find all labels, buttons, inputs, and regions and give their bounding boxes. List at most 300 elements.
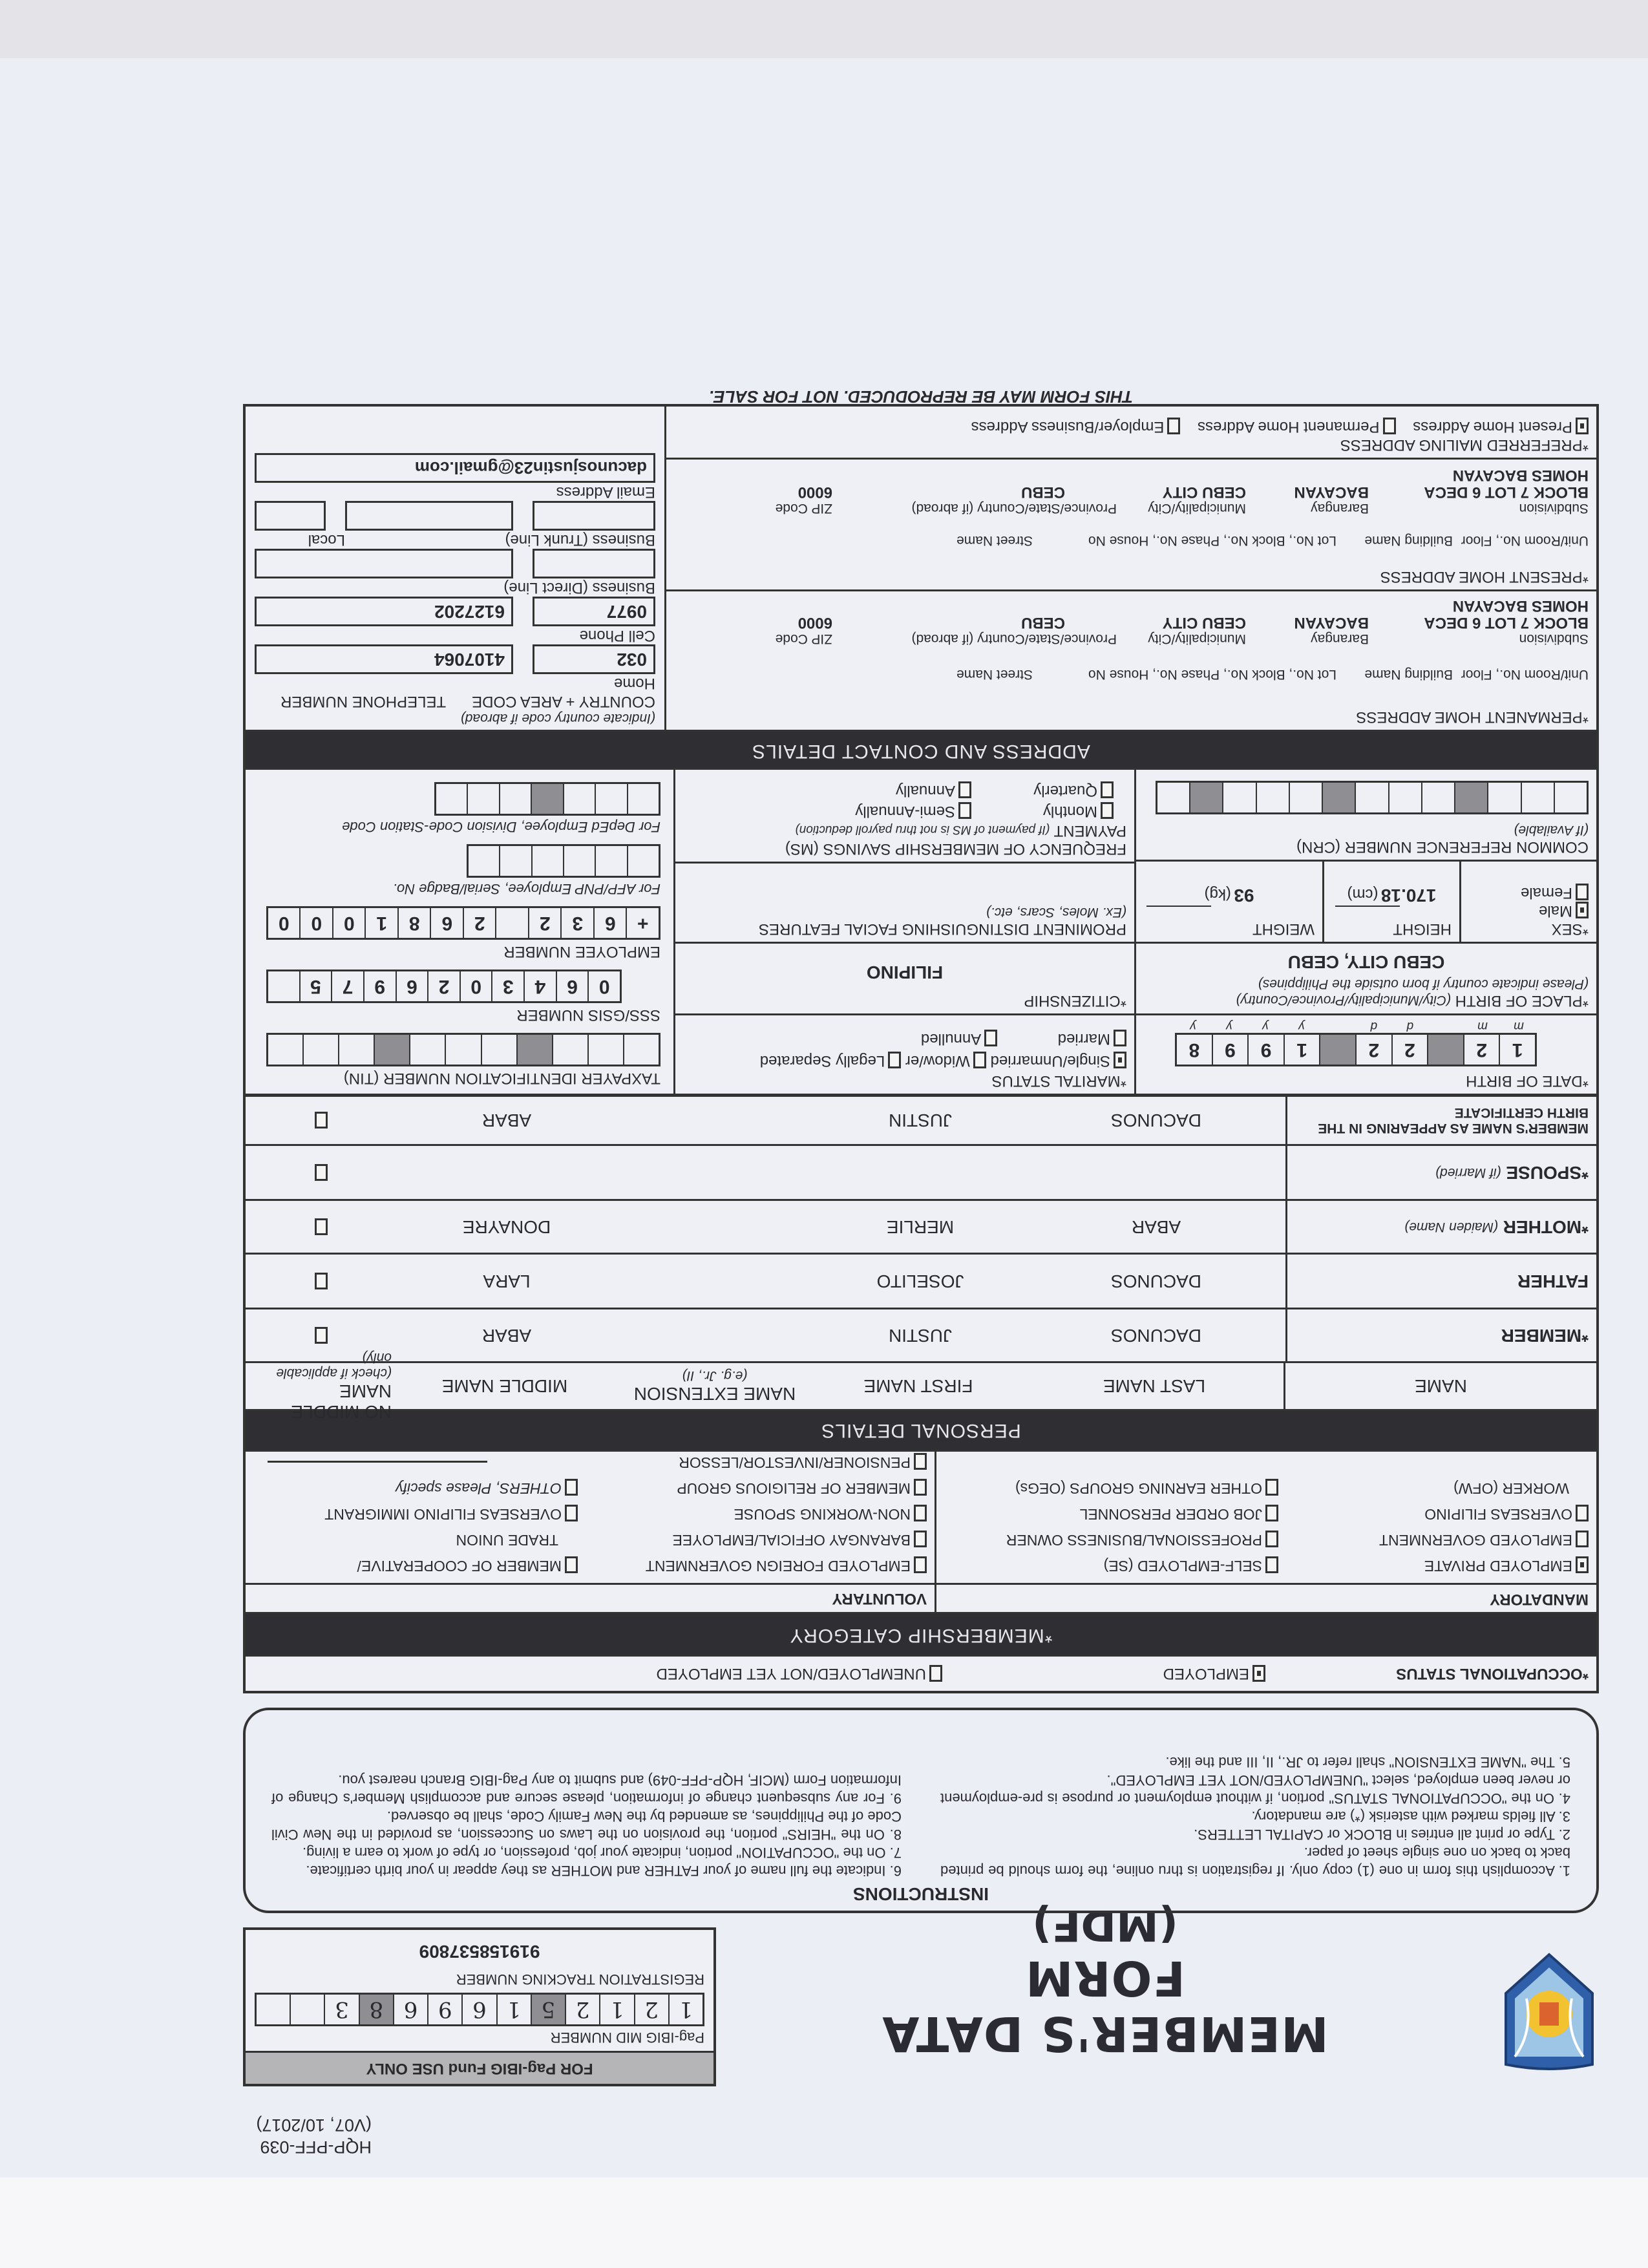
cat-ofi[interactable]	[253, 1501, 578, 1527]
checkbox-icon[interactable]	[984, 1030, 997, 1046]
digit-box[interactable]: 5	[531, 1995, 565, 2024]
checkbox-icon[interactable]	[315, 1164, 328, 1181]
height-value[interactable]: 170.18	[1380, 885, 1437, 906]
checkbox-icon[interactable]	[888, 1052, 901, 1068]
marital-separated[interactable]	[760, 1052, 901, 1070]
checkbox-icon[interactable]	[1576, 1531, 1589, 1547]
checkbox-icon[interactable]	[1265, 1505, 1278, 1521]
digit-box[interactable]: 3	[561, 908, 594, 938]
digit-box[interactable]	[496, 908, 529, 938]
digit-box[interactable]: 2	[463, 908, 496, 938]
marital-married[interactable]	[1058, 1030, 1126, 1048]
cat-others[interactable]	[253, 1476, 578, 1501]
personal-info-col-2	[673, 770, 1134, 1094]
freq-monthly[interactable]	[971, 801, 1114, 821]
home-area-code-field[interactable]: 032	[533, 644, 655, 674]
lot-label: Lot No., Block No., Phase No., House No	[1088, 533, 1336, 548]
option-label: Monthly	[1042, 803, 1097, 820]
option-employed[interactable]	[950, 1661, 1273, 1687]
digit-box[interactable]	[1427, 1035, 1463, 1065]
digit-box[interactable]: 5	[299, 971, 332, 1001]
pob-value[interactable]: CEBU CITY, CEBU	[1287, 952, 1445, 972]
local-field[interactable]	[255, 501, 326, 531]
cat-label: PROFESSIONAL/BUSINESS OWNER	[1006, 1532, 1262, 1549]
option-label: Employer/Business Address	[971, 418, 1165, 436]
instruction-item: 9. For any subsequent change of information, please secure and accomplish Member's Change of Information Form (MCIF, HQP-PFF-049) and submit to any Pag-IBIG Branch nearest you.	[271, 1772, 902, 1807]
mandatory-col-a	[1286, 1452, 1596, 1583]
option-unemployed[interactable]	[649, 1661, 950, 1687]
first-name-value[interactable]: JUSTIN	[889, 1326, 952, 1346]
digit-box[interactable]	[257, 1995, 290, 2024]
digit-box[interactable]	[499, 846, 531, 876]
contact-headers	[255, 692, 655, 710]
checkbox-icon[interactable]	[565, 1505, 578, 1521]
digit-box[interactable]: 2	[1391, 1035, 1428, 1065]
digit-box[interactable]	[623, 1035, 659, 1065]
present-address-labels	[666, 520, 1596, 589]
digit-box[interactable]	[1388, 783, 1421, 812]
digit-box[interactable]	[268, 1035, 302, 1065]
digit-box[interactable]: 0	[332, 908, 365, 938]
digit-box[interactable]: 6	[396, 971, 428, 1001]
address-col	[664, 407, 1596, 730]
permanent-address-data	[666, 589, 1596, 650]
marital-annulled[interactable]	[921, 1030, 997, 1048]
home-phone-row	[255, 644, 655, 674]
middle-name-value[interactable]: LARA	[483, 1271, 531, 1291]
mandatory-col-b	[935, 1452, 1286, 1583]
freq-quarterly[interactable]	[971, 780, 1114, 801]
barangay-value[interactable]: BACAYAN	[1294, 614, 1369, 631]
middle-name-value[interactable]	[394, 1146, 620, 1199]
deped-label: For DepEd Employee, Division Code-Station Code	[342, 819, 660, 835]
city-label: Municipality/City	[1148, 501, 1246, 516]
title-text: MEMBER'S DATA FORM	[882, 1950, 1329, 2061]
checkbox-icon[interactable]	[315, 1273, 328, 1289]
digit-box[interactable]: 1	[1499, 1035, 1535, 1065]
checkbox-icon[interactable]	[1101, 802, 1114, 819]
cat-barangay[interactable]	[593, 1527, 927, 1553]
option-label: Male	[1538, 902, 1572, 920]
business-direct-label: Business (Direct Line)	[503, 579, 655, 597]
cat-employed-government[interactable]	[1294, 1527, 1589, 1553]
digit-box[interactable]: 9	[1247, 1035, 1284, 1065]
cat-self-employed[interactable]	[944, 1553, 1278, 1579]
checkbox-icon[interactable]	[565, 1556, 578, 1573]
cat-label: SELF-EMPLOYED (SE)	[1103, 1558, 1262, 1574]
occupational-status-label: *OCCUPATIONAL STATUS	[1396, 1665, 1589, 1683]
digit-box[interactable]	[1256, 783, 1289, 812]
digit-box[interactable]: 4	[523, 971, 556, 1001]
no-middle-label: NO MIDDLE NAME	[291, 1381, 392, 1423]
business-trunk-code-field[interactable]	[533, 501, 655, 531]
digit-box[interactable]: 6	[556, 971, 588, 1001]
present-address-data	[666, 458, 1596, 520]
digit-box[interactable]: 0	[300, 908, 333, 938]
digit-box[interactable]: 3	[491, 971, 523, 1001]
digit-box[interactable]: 6	[393, 1995, 427, 2024]
sex-cell	[1459, 862, 1596, 942]
digit-box[interactable]: 2	[565, 1995, 599, 2024]
features-cell	[675, 862, 1134, 942]
pag-ibig-logo-icon	[1501, 1951, 1598, 2071]
business-direct-number-field[interactable]	[255, 549, 513, 578]
last-name-value[interactable]	[1027, 1146, 1285, 1199]
option-label: Annulled	[920, 1030, 982, 1048]
digit-box[interactable]	[445, 1035, 480, 1065]
checkbox-icon[interactable]	[1576, 884, 1589, 900]
rtn-label: REGISTRATION TRACKING NUMBER	[456, 1971, 704, 1987]
no-middle-checkbox[interactable]	[246, 1255, 394, 1308]
last-name-value[interactable]: ABAR	[1131, 1217, 1181, 1237]
digit-box[interactable]	[595, 784, 626, 814]
digit-box[interactable]	[1319, 1035, 1355, 1065]
name-ext-value[interactable]	[620, 1097, 814, 1144]
crn-field[interactable]	[1156, 781, 1589, 814]
weight-value[interactable]: 93	[1234, 885, 1254, 906]
digit-box[interactable]	[516, 1035, 552, 1065]
cat-cooperative[interactable]	[253, 1553, 578, 1579]
row-label: MEMBER'S NAME AS APPEARING IN THE BIRTH CERTIFICATE	[1285, 1097, 1596, 1144]
digit-box[interactable]	[436, 784, 467, 814]
digit-box[interactable]: +	[626, 908, 659, 938]
rtn-value: 919158537809	[419, 1942, 540, 1962]
digit-box[interactable]: 6	[430, 908, 463, 938]
checkbox-icon[interactable]	[958, 802, 971, 819]
digit-box[interactable]: 6	[461, 1995, 496, 2024]
freq-annually[interactable]	[816, 780, 971, 801]
digit-box[interactable]: 1	[599, 1995, 633, 2024]
frequency-cell	[675, 770, 1134, 862]
no-middle-checkbox[interactable]	[246, 1097, 394, 1144]
digit-box[interactable]	[595, 846, 626, 876]
middle-name-value[interactable]: ABAR	[481, 1326, 532, 1346]
digit-box[interactable]: 2	[1463, 1035, 1499, 1065]
digit-box[interactable]	[374, 1035, 409, 1065]
father-name-row	[246, 1253, 1596, 1308]
digit-box[interactable]	[587, 1035, 623, 1065]
digit-box[interactable]: 0	[460, 971, 492, 1001]
digit-box[interactable]	[531, 784, 562, 814]
cat-label: OVERSEAS FILIPINO IMMIGRANT	[324, 1506, 562, 1523]
digit-box[interactable]	[627, 846, 659, 876]
employee-number-field[interactable]	[266, 906, 660, 940]
voluntary-header: VOLUNTARY	[832, 1590, 927, 1607]
digit-box[interactable]: 1	[1284, 1035, 1320, 1065]
digit-box[interactable]	[627, 784, 659, 814]
area-code-header: COUNTRY + AREA CODE	[472, 693, 655, 710]
frequency-label-2: PAYMENT	[1053, 822, 1126, 840]
dob-format-char: y	[1262, 1019, 1269, 1033]
middle-name-value[interactable]: DONAYRE	[462, 1217, 551, 1237]
instruction-item: 3. All fields marked with asterisk (*) are mandatory.	[1251, 1808, 1570, 1825]
middle-name-value[interactable]: ABAR	[481, 1110, 532, 1131]
province-value[interactable]: CEBU	[1020, 614, 1065, 631]
pob-cell	[1136, 942, 1596, 1013]
tin-field[interactable]	[266, 1033, 660, 1066]
digit-box[interactable]	[1157, 783, 1189, 812]
cell-prefix-field[interactable]: 0977	[533, 597, 655, 626]
digit-box[interactable]: 3	[324, 1995, 358, 2024]
features-label: PROMINENT DISTINGUISHING FACIAL FEATURES	[759, 920, 1126, 938]
cat-foreign-gov[interactable]	[593, 1553, 927, 1579]
digit-box[interactable]: 8	[397, 908, 430, 938]
last-name-value[interactable]: DACUNOS	[1111, 1271, 1202, 1291]
checkbox-icon[interactable]	[1576, 1505, 1589, 1521]
crn-cell	[1136, 768, 1596, 860]
province-label: Province/State/Country (if abroad)	[911, 631, 1117, 646]
digit-box[interactable]	[268, 971, 299, 1001]
checkbox-checked-icon[interactable]	[1576, 902, 1589, 918]
digit-box[interactable]	[302, 1035, 338, 1065]
digit-box[interactable]	[1355, 783, 1388, 812]
sex-female-option[interactable]	[1469, 884, 1589, 902]
digit-box[interactable]	[290, 1995, 324, 2024]
business-direct-code-field[interactable]	[533, 549, 655, 578]
digit-box[interactable]: 9	[1212, 1035, 1248, 1065]
name-ext-value[interactable]	[620, 1255, 814, 1308]
checkbox-icon[interactable]	[315, 1112, 328, 1129]
checkbox-icon[interactable]	[315, 1218, 328, 1235]
zip-value[interactable]: 6000	[798, 614, 832, 631]
city-value[interactable]: CEBU CITY	[1162, 614, 1246, 631]
digit-box[interactable]: 6	[593, 908, 626, 938]
name-ext-header	[618, 1363, 812, 1409]
digit-box[interactable]: 2	[427, 971, 460, 1001]
dob-field[interactable]	[1175, 1033, 1537, 1066]
digit-box[interactable]	[1289, 783, 1322, 812]
preferred-permanent[interactable]	[1198, 418, 1395, 436]
digit-box[interactable]: 1	[496, 1995, 531, 2024]
digit-box[interactable]	[1322, 783, 1355, 812]
digit-box[interactable]	[1554, 783, 1587, 812]
row-label-hint: (Maiden Name)	[1404, 1220, 1498, 1235]
preferred-present[interactable]	[1413, 418, 1589, 436]
digit-box[interactable]	[1421, 783, 1454, 812]
marital-single[interactable]	[991, 1052, 1126, 1070]
digit-box[interactable]	[531, 846, 563, 876]
digit-box[interactable]	[467, 784, 498, 814]
reproduction-notice: THIS FORM MAY BE REPRODUCED. NOT FOR SALE.	[708, 387, 1134, 407]
no-middle-checkbox[interactable]	[246, 1309, 394, 1361]
address-values	[674, 597, 1589, 631]
fund-use-only-box	[243, 1927, 716, 2086]
no-middle-hint: (check if applicable only)	[276, 1350, 392, 1381]
preferred-employer[interactable]	[971, 418, 1181, 436]
digit-box[interactable]: 8	[359, 1995, 393, 2024]
checkbox-checked-icon[interactable]	[1576, 418, 1589, 434]
others-specify-line[interactable]	[268, 1461, 487, 1463]
first-name-value[interactable]: JUSTIN	[889, 1110, 952, 1131]
address-line2-labels	[674, 631, 1589, 646]
digit-box[interactable]: 9	[427, 1995, 461, 2024]
subtitle-text: (MDF)	[1032, 1900, 1178, 1950]
checkbox-icon[interactable]	[565, 1479, 578, 1496]
present-address-label: *PRESENT HOME ADDRESS	[1380, 568, 1589, 586]
sex-male-option[interactable]	[1469, 902, 1589, 920]
checkbox-icon[interactable]	[1101, 781, 1114, 798]
subdivision-value[interactable]: BLOCK 7 LOT 6 DECA HOMES BACAYAN	[1424, 597, 1589, 631]
first-name-value[interactable]: JOSELITO	[876, 1271, 964, 1291]
mandatory-header: MANDATORY	[935, 1585, 1596, 1612]
weight-cell	[1136, 862, 1322, 942]
checkbox-icon[interactable]	[1265, 1531, 1278, 1547]
marital-options	[683, 1028, 1126, 1072]
digit-box[interactable]: 1	[365, 908, 398, 938]
personal-info-block	[246, 768, 1596, 1094]
cat-professional[interactable]	[944, 1527, 1278, 1553]
mid-number-field[interactable]	[255, 1993, 704, 2026]
scan-margin-bottom	[0, 0, 1648, 58]
cat-religious[interactable]	[593, 1476, 927, 1501]
name-ext-value[interactable]	[620, 1309, 814, 1361]
digit-box[interactable]: 9	[363, 971, 396, 1001]
member-data-form	[243, 404, 1599, 1693]
digit-box[interactable]	[469, 846, 499, 876]
preferred-mailing-label: *PREFERRED MAILING ADDRESS	[1340, 436, 1589, 454]
digit-box[interactable]	[409, 1035, 445, 1065]
subdivision-label: Subdivision	[1519, 631, 1589, 646]
marital-widow[interactable]	[905, 1052, 986, 1070]
cat-non-working-spouse[interactable]	[593, 1501, 927, 1527]
employee-number-label: EMPLOYEE NUMBER	[503, 943, 660, 960]
cat-oeg[interactable]	[944, 1476, 1278, 1501]
home-number-field[interactable]: 4107064	[255, 644, 513, 674]
address-block	[246, 407, 1596, 730]
digit-box[interactable]	[1487, 783, 1520, 812]
no-middle-checkbox[interactable]	[246, 1201, 394, 1253]
cat-label-continued: WORKER (OFW)	[1453, 1480, 1569, 1497]
citizenship-value[interactable]: FILIPINO	[866, 962, 944, 982]
name-ext-value[interactable]	[620, 1201, 814, 1253]
digit-box[interactable]	[563, 784, 595, 814]
telephone-header: TELEPHONE NUMBER	[280, 693, 447, 710]
digit-box[interactable]: 8	[1188, 1039, 1200, 1061]
digit-box[interactable]	[552, 1035, 587, 1065]
cat-employed-private[interactable]	[1294, 1553, 1589, 1579]
checkbox-icon[interactable]	[929, 1665, 942, 1682]
digit-box[interactable]	[1189, 783, 1222, 812]
preferred-mailing-cell	[666, 409, 1596, 458]
address-values	[674, 467, 1589, 500]
checkbox-icon[interactable]	[914, 1505, 927, 1521]
sex-label: *SEX	[1551, 920, 1589, 938]
checkbox-checked-icon[interactable]	[1576, 1556, 1589, 1573]
digit-box[interactable]: 2	[528, 908, 561, 938]
no-middle-checkbox[interactable]	[246, 1146, 394, 1199]
mandatory-voluntary-header	[246, 1583, 1596, 1612]
no-middle-header	[246, 1350, 392, 1423]
cell-number-field[interactable]: 6127202	[255, 597, 513, 626]
instruction-item: 8. On the "HEIRS" portion, the provision on the Laws on Succession, as provided in the New Civil Code of the Philippines, as amended by the New Family Code, shall be observed.	[271, 1808, 902, 1843]
zip-value[interactable]: 6000	[798, 483, 832, 501]
checkbox-checked-icon[interactable]	[1114, 1052, 1126, 1068]
digit-box[interactable]	[481, 1035, 516, 1065]
digit-box[interactable]: 2	[1355, 1035, 1391, 1065]
row-label: *SPOUSE	[1506, 1163, 1589, 1183]
digit-box[interactable]	[499, 784, 531, 814]
cat-ofw[interactable]	[1294, 1501, 1589, 1527]
city-value[interactable]: CEBU CITY	[1162, 483, 1246, 501]
frequency-label: FREQUENCY OF MEMBERSHIP SAVINGS (MS)	[785, 840, 1126, 858]
checkbox-icon[interactable]	[914, 1556, 927, 1573]
checkbox-icon[interactable]	[958, 781, 971, 798]
marital-label: *MARITAL STATUS	[991, 1072, 1126, 1090]
street-label: Street Name	[956, 667, 1033, 682]
cat-job-order[interactable]	[944, 1501, 1278, 1527]
digit-box[interactable]	[563, 846, 595, 876]
subdivision-value[interactable]: BLOCK 7 LOT 6 DECA HOMES BACAYAN	[1424, 467, 1589, 501]
freq-semi-annually[interactable]	[816, 801, 971, 821]
checkbox-icon[interactable]	[1114, 1030, 1126, 1046]
checkbox-icon[interactable]	[973, 1052, 986, 1068]
business-trunk-label-row	[255, 531, 655, 549]
digit-box[interactable]: 2	[634, 1995, 668, 2024]
cat-label: EMPLOYED GOVERNMENT	[1379, 1532, 1572, 1549]
cat-pensioner[interactable]	[593, 1450, 927, 1476]
voluntary-col-b	[246, 1452, 586, 1583]
business-trunk-number-field[interactable]	[345, 501, 513, 531]
last-name-value[interactable]: DACUNOS	[1111, 1110, 1202, 1131]
digit-box[interactable]	[1222, 783, 1255, 812]
checkbox-icon[interactable]	[914, 1453, 927, 1470]
sss-field[interactable]	[266, 970, 622, 1003]
digit-box[interactable]: 1	[668, 1995, 703, 2024]
digit-box[interactable]	[1454, 783, 1487, 812]
checkbox-checked-icon[interactable]	[1252, 1665, 1265, 1682]
digit-box[interactable]: 0	[587, 971, 620, 1001]
business-trunk-label: Business (Trunk Line)	[505, 531, 655, 549]
option-label: EMPLOYED	[1163, 1665, 1249, 1683]
digit-box[interactable]: 0	[278, 913, 290, 934]
mid-number-label: Pag-IBIG MID NUMBER	[550, 2030, 704, 2046]
last-name-header: LAST NAME	[1103, 1376, 1206, 1397]
barangay-label: Barangay	[1311, 631, 1369, 646]
checkbox-icon[interactable]	[914, 1479, 927, 1496]
checkbox-icon[interactable]	[315, 1327, 328, 1344]
checkbox-icon[interactable]	[1383, 418, 1396, 434]
option-label: Permanent Home Address	[1198, 418, 1380, 436]
checkbox-icon[interactable]	[1265, 1556, 1278, 1573]
deped-field[interactable]	[434, 782, 660, 816]
name-header-row	[246, 1350, 1596, 1423]
first-name-value[interactable]: MERLIE	[886, 1217, 955, 1237]
option-label: Married	[1057, 1030, 1110, 1048]
digit-box[interactable]	[1521, 783, 1554, 812]
last-name-value[interactable]: DACUNOS	[1111, 1326, 1202, 1346]
name-ext-value[interactable]	[620, 1146, 814, 1199]
cat-label: PENSIONER/INVESTOR/LESSOR	[679, 1454, 911, 1471]
dob-format-char: y	[1190, 1019, 1196, 1033]
dob-cell	[1136, 1013, 1596, 1094]
afp-pnp-label: For AFP/PNP Employee, Serial/Badge No.	[392, 881, 660, 897]
cat-label: JOB ORDER PERSONNEL	[1079, 1506, 1262, 1523]
digit-box[interactable]: 7	[331, 971, 363, 1001]
afp-pnp-field[interactable]	[467, 844, 660, 878]
barangay-value[interactable]: BACAYAN	[1294, 483, 1369, 501]
checkbox-icon[interactable]	[914, 1531, 927, 1547]
province-value[interactable]: CEBU	[1020, 483, 1065, 501]
first-name-value[interactable]	[814, 1146, 1027, 1199]
checkbox-icon[interactable]	[1167, 418, 1180, 434]
digit-box[interactable]	[338, 1035, 374, 1065]
cat-label: OVERSEAS FILIPINO	[1424, 1506, 1572, 1523]
email-field[interactable]: dacunosjustin23@gmail.com	[255, 453, 655, 483]
subdivision-label: Subdivision	[1519, 501, 1589, 516]
name-ext-hint: (e.g. Jr., II)	[682, 1368, 748, 1384]
checkbox-icon[interactable]	[1265, 1479, 1278, 1496]
business-trunk-row	[255, 501, 655, 531]
